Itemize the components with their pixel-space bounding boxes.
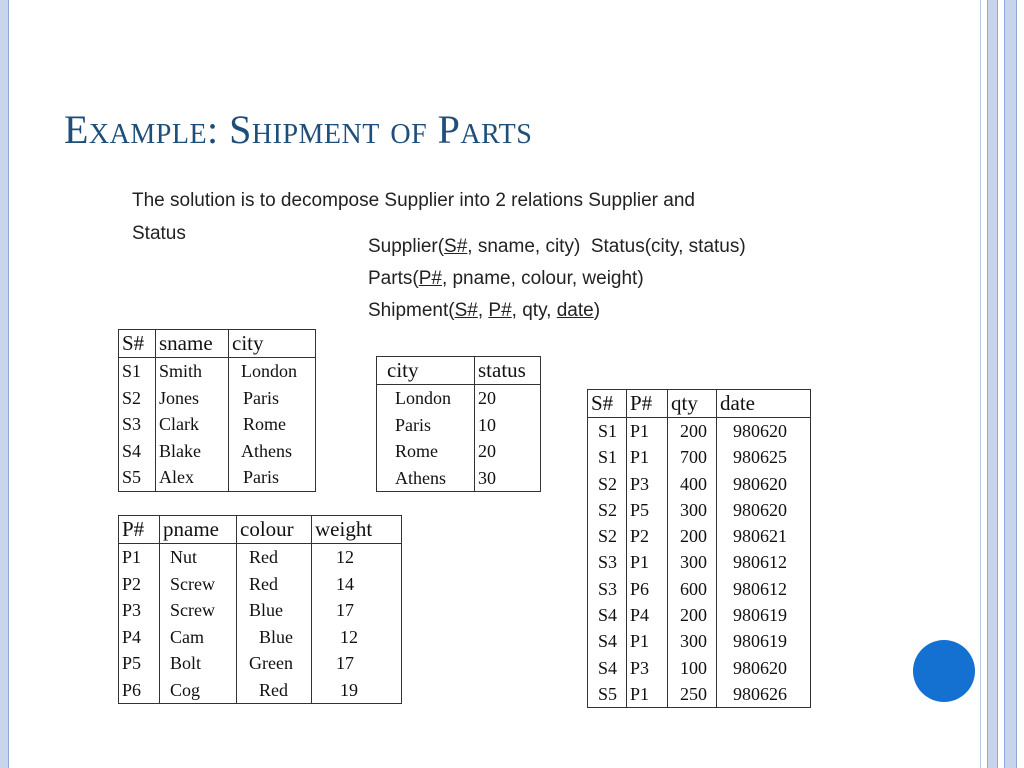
cell: Athens — [229, 438, 316, 465]
schema-shipment: Shipment(S#, P#, qty, date) — [368, 300, 601, 321]
table-row — [588, 523, 811, 549]
cell: P2 — [627, 523, 668, 549]
cell: 100 — [668, 655, 717, 681]
status-table — [376, 356, 541, 492]
table-row — [588, 497, 811, 523]
cell: P6 — [627, 576, 668, 602]
supplier-header-sname: sname — [156, 330, 229, 358]
cell: 17 — [312, 650, 402, 677]
cell: Paris — [229, 385, 316, 412]
cell: Nut — [160, 544, 237, 571]
cell: S4 — [588, 628, 627, 654]
cell: London — [377, 385, 475, 412]
cell: P5 — [119, 650, 160, 677]
cell: Cam — [160, 624, 237, 651]
right-frame-border — [980, 0, 1024, 768]
cell: Blue — [237, 597, 312, 624]
table-row — [377, 438, 541, 465]
cell: 400 — [668, 471, 717, 497]
cell: P1 — [627, 628, 668, 654]
cell: Clark — [156, 411, 229, 438]
table-row — [377, 385, 541, 412]
cell: Smith — [156, 358, 229, 385]
status-header-status: status — [475, 357, 541, 385]
cell: 20 — [475, 385, 541, 412]
cell: 17 — [312, 597, 402, 624]
cell: Cog — [160, 677, 237, 704]
table-row — [588, 418, 811, 445]
cell: Screw — [160, 571, 237, 598]
cell: P5 — [627, 497, 668, 523]
table-row — [119, 411, 316, 438]
cell: 250 — [668, 681, 717, 708]
cell: P3 — [627, 655, 668, 681]
cell: Red — [237, 571, 312, 598]
cell: 980612 — [717, 576, 811, 602]
cell: Jones — [156, 385, 229, 412]
cell: P3 — [119, 597, 160, 624]
cell: 980621 — [717, 523, 811, 549]
cell: Screw — [160, 597, 237, 624]
cell: 300 — [668, 497, 717, 523]
table-row — [588, 444, 811, 470]
parts-header-pname: pname — [160, 516, 237, 544]
cell: P1 — [627, 681, 668, 708]
intro-line-1: The solution is to decompose Supplier into 2 relations Supplier and — [132, 190, 695, 211]
cell: Red — [237, 677, 312, 704]
shipment-header-date: date — [717, 390, 811, 418]
table-row — [119, 544, 402, 571]
cell: 20 — [475, 438, 541, 465]
parts-header-weight: weight — [312, 516, 402, 544]
parts-header-colour: colour — [237, 516, 312, 544]
cell: P1 — [627, 444, 668, 470]
cell: 980620 — [717, 471, 811, 497]
slide-title: Example: Shipment of Parts — [64, 107, 533, 152]
cell: 19 — [312, 677, 402, 704]
cell: 980612 — [717, 549, 811, 575]
cell: 12 — [312, 544, 402, 571]
cell: 14 — [312, 571, 402, 598]
cell: Athens — [377, 465, 475, 492]
supplier-header-sno: S# — [119, 330, 156, 358]
cell: 700 — [668, 444, 717, 470]
table-row — [119, 624, 402, 651]
supplier-header-city: city — [229, 330, 316, 358]
cell: P6 — [119, 677, 160, 704]
schema-supplier — [368, 236, 746, 258]
table-row — [119, 438, 316, 465]
cell: S4 — [588, 602, 627, 628]
left-frame-border — [0, 0, 9, 768]
table-row — [119, 571, 402, 598]
cell: P3 — [627, 471, 668, 497]
table-row — [588, 549, 811, 575]
table-row — [377, 465, 541, 492]
supplier-table — [118, 329, 316, 492]
decorative-circle-icon — [913, 640, 975, 702]
table-row — [119, 464, 316, 491]
table-row — [588, 628, 811, 654]
schema-supplier-text: Supplier(S#, sname, city) — [368, 236, 581, 257]
cell: 980619 — [717, 628, 811, 654]
table-row — [119, 650, 402, 677]
cell: 980619 — [717, 602, 811, 628]
table-row — [377, 412, 541, 439]
cell: 300 — [668, 628, 717, 654]
cell: S5 — [588, 681, 627, 708]
cell: Rome — [229, 411, 316, 438]
table-row — [588, 576, 811, 602]
cell: P4 — [627, 602, 668, 628]
shipment-header-sno: S# — [588, 390, 627, 418]
cell: 980620 — [717, 418, 811, 445]
cell: S3 — [119, 411, 156, 438]
cell: 980620 — [717, 497, 811, 523]
cell: Blake — [156, 438, 229, 465]
cell: S2 — [588, 497, 627, 523]
cell: S5 — [119, 464, 156, 491]
cell: Rome — [377, 438, 475, 465]
shipment-table — [587, 389, 811, 708]
cell: 200 — [668, 418, 717, 445]
parts-header-pno: P# — [119, 516, 160, 544]
cell: S3 — [588, 576, 627, 602]
cell: S4 — [119, 438, 156, 465]
table-row — [119, 385, 316, 412]
cell: Alex — [156, 464, 229, 491]
cell: Red — [237, 544, 312, 571]
cell: 200 — [668, 602, 717, 628]
cell: S1 — [588, 418, 627, 445]
parts-table — [118, 515, 402, 704]
cell: 600 — [668, 576, 717, 602]
shipment-header-pno: P# — [627, 390, 668, 418]
status-header-city: city — [377, 357, 475, 385]
table-row — [119, 358, 316, 385]
cell: Blue — [237, 624, 312, 651]
cell: 980625 — [717, 444, 811, 470]
cell: S2 — [588, 523, 627, 549]
cell: P4 — [119, 624, 160, 651]
cell: S3 — [588, 549, 627, 575]
intro-line-2: Status — [132, 223, 186, 244]
cell: 980620 — [717, 655, 811, 681]
table-row — [588, 602, 811, 628]
cell: 10 — [475, 412, 541, 439]
cell: London — [229, 358, 316, 385]
cell: 200 — [668, 523, 717, 549]
table-row — [119, 677, 402, 704]
table-row — [119, 597, 402, 624]
table-row — [588, 655, 811, 681]
cell: P1 — [119, 544, 160, 571]
cell: Paris — [229, 464, 316, 491]
cell: S1 — [588, 444, 627, 470]
schema-status-text: Status(city, status) — [590, 236, 746, 257]
table-row — [588, 471, 811, 497]
cell: Green — [237, 650, 312, 677]
cell: S1 — [119, 358, 156, 385]
cell: 12 — [312, 624, 402, 651]
cell: P1 — [627, 418, 668, 445]
cell: Bolt — [160, 650, 237, 677]
cell: P2 — [119, 571, 160, 598]
cell: P1 — [627, 549, 668, 575]
cell: 980626 — [717, 681, 811, 708]
schema-parts: Parts(P#, pname, colour, weight) — [368, 268, 644, 289]
shipment-header-qty: qty — [668, 390, 717, 418]
cell: 300 — [668, 549, 717, 575]
cell: S4 — [588, 655, 627, 681]
cell: 30 — [475, 465, 541, 492]
cell: Paris — [377, 412, 475, 439]
cell: S2 — [588, 471, 627, 497]
cell: S2 — [119, 385, 156, 412]
table-row — [588, 681, 811, 708]
